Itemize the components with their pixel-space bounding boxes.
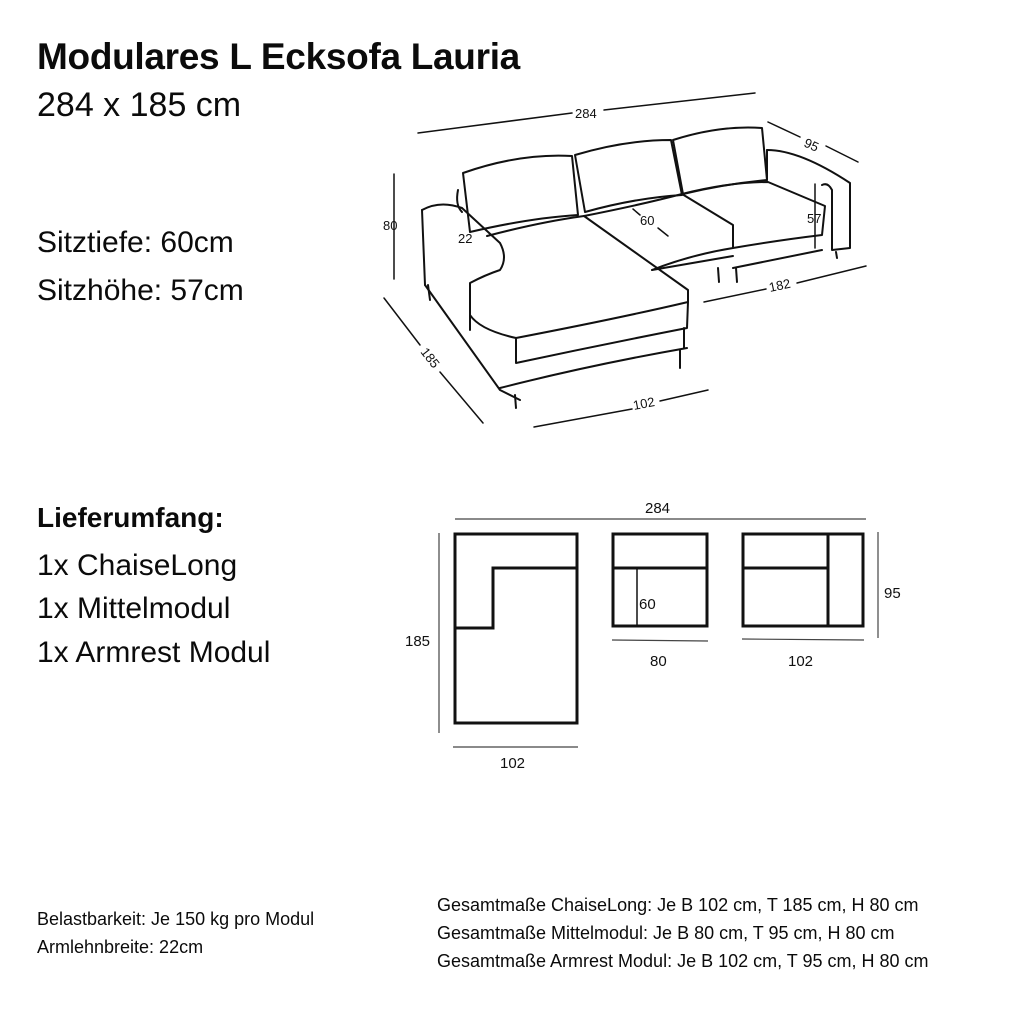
iso-label-seat-height: 57	[807, 211, 822, 226]
iso-label-chaise-length: 185	[417, 344, 443, 371]
seat-height-spec: Sitzhöhe: 57cm	[37, 274, 244, 307]
armrest-width-note: Armlehnbreite: 22cm	[37, 937, 204, 957]
seat-depth-spec: Sitztiefe: 60cm	[37, 226, 234, 259]
product-dimensions: 284 x 185 cm	[37, 86, 242, 124]
iso-label-armrest: 22	[458, 231, 473, 246]
module-plan-drawing	[0, 480, 1024, 800]
delivery-item: 1x Mittelmodul	[37, 592, 231, 625]
iso-label-right-length: 182	[767, 275, 792, 295]
delivery-item: 1x Armrest Modul	[37, 636, 271, 669]
armrest-module-dimensions-note: Gesamtmaße Armrest Modul: Je B 102 cm, T 95 cm, H 80 cm	[437, 951, 929, 971]
plan-label-chaise-width: 102	[500, 755, 526, 772]
sofa-isometric-drawing	[0, 0, 1024, 480]
iso-label-depth: 95	[801, 135, 822, 155]
product-title: Modulares L Ecksofa Lauria	[37, 36, 520, 77]
chaise-dimensions-note: Gesamtmaße ChaiseLong: Je B 102 cm, T 185 cm, H 80 cm	[437, 895, 919, 915]
plan-label-chaise-depth: 185	[405, 633, 431, 650]
delivery-item: 1x ChaiseLong	[37, 549, 238, 582]
plan-label-middle-seat: 60	[639, 596, 656, 613]
iso-label-height: 80	[383, 218, 398, 233]
plan-label-module-depth: 95	[884, 585, 901, 602]
load-capacity-note: Belastbarkeit: Je 150 kg pro Modul	[37, 909, 315, 929]
plan-label-armrest-width: 102	[788, 653, 814, 670]
iso-label-width: 284	[575, 106, 597, 121]
iso-label-seat-depth: 60	[640, 213, 655, 228]
iso-label-chaise-width: 102	[631, 394, 656, 413]
delivery-heading: Lieferumfang:	[37, 502, 224, 533]
plan-label-middle-width: 80	[650, 653, 667, 670]
plan-label-total-width: 284	[645, 500, 671, 517]
middle-module-dimensions-note: Gesamtmaße Mittelmodul: Je B 80 cm, T 95 cm, H 80 cm	[437, 923, 895, 943]
